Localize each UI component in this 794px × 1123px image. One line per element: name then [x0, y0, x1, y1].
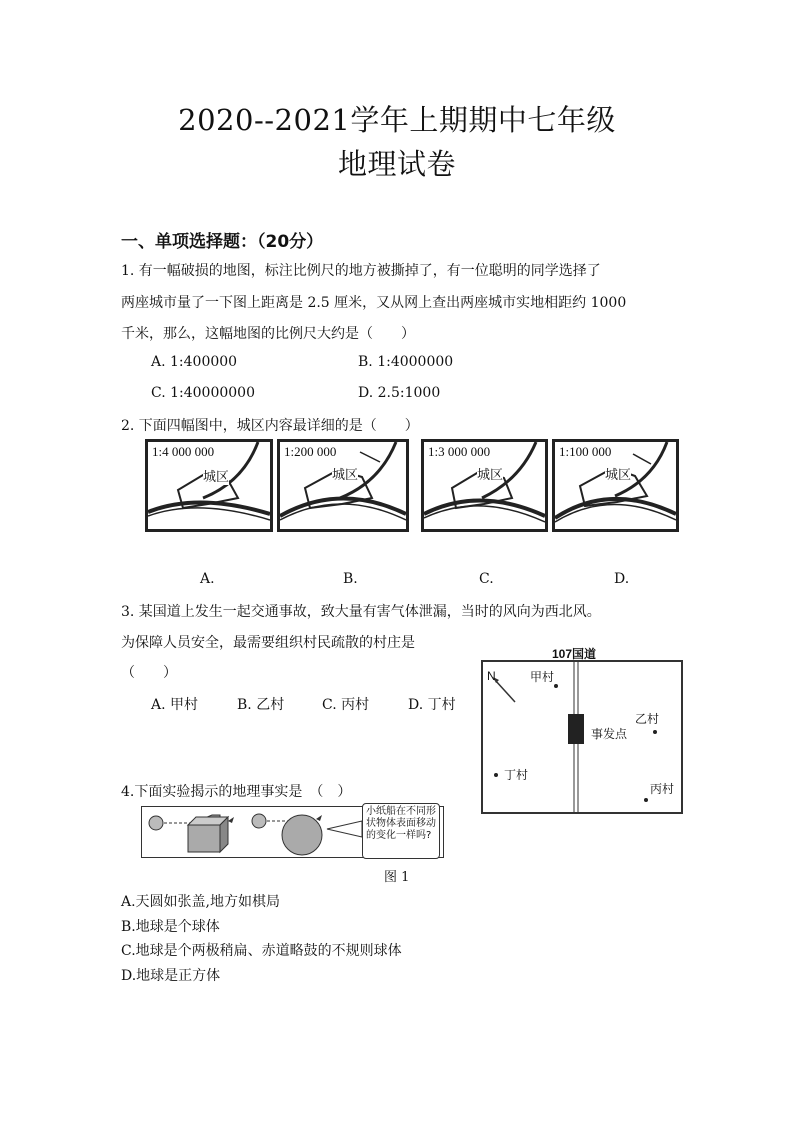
- q4-option-d: D.地球是正方体: [121, 968, 221, 984]
- q4-stem: 4.下面实验揭示的地理事实是 （ ）: [121, 784, 352, 800]
- q3-map: [481, 660, 683, 814]
- q3-option-d: D. 丁村: [408, 697, 456, 713]
- speech-bubble: 小纸船在不同形状物体表面移动的变化一样吗?: [362, 803, 440, 859]
- map-b-label: 城区: [332, 464, 358, 483]
- q2-letter-b: B.: [343, 571, 358, 587]
- q1-line1: 1. 有一幅破损的地图，标注比例尺的地方被撕掉了，有一位聪明的同学选择了: [121, 263, 601, 279]
- road-label: 107国道: [552, 647, 597, 661]
- map-c-label: 城区: [477, 464, 503, 483]
- q2-map-c: [421, 439, 548, 532]
- q1-line2: 两座城市量了一下图上距离是 2.5 厘米，又从网上查出两座城市实地相距约 1000: [121, 295, 627, 311]
- q3-option-c: C. 丙村: [322, 697, 370, 713]
- q3-option-b: B. 乙村: [237, 697, 285, 713]
- q3-option-a: A. 甲村: [151, 697, 199, 713]
- q3-line1: 3. 某国道上发生一起交通事故，致大量有害气体泄漏，当时的风向为西北风。: [121, 604, 601, 620]
- village-yi: 乙村: [635, 712, 660, 726]
- map-b-scale: 1:200 000: [284, 444, 337, 459]
- q2-map-a: [145, 439, 273, 532]
- q3-line3: （ ）: [121, 665, 177, 681]
- q3-line2: 为保障人员安全，最需要组织村民疏散的村庄是: [121, 635, 415, 651]
- q2-letter-c: C.: [479, 571, 494, 587]
- village-ding: 丁村: [504, 768, 529, 782]
- figure-caption: 图 1: [384, 870, 410, 885]
- north-arrow-label: N: [487, 669, 496, 683]
- q2-stem: 2. 下面四幅图中，城区内容最详细的是（ ）: [121, 418, 419, 434]
- q2-map-b: [277, 439, 409, 532]
- map-a-scale: 1:4 000 000: [152, 444, 215, 459]
- q1-option-b: B. 1:4000000: [358, 354, 454, 370]
- q2-letter-a: A.: [200, 571, 215, 587]
- q1-option-c: C. 1:40000000: [151, 385, 255, 401]
- q4-option-b: B.地球是个球体: [121, 919, 220, 935]
- q4-option-c: C.地球是个两极稍扁、赤道略鼓的不规则球体: [121, 943, 402, 959]
- q2-letter-d: D.: [614, 571, 630, 587]
- map-a-label: 城区: [203, 466, 229, 485]
- map-d-label: 城区: [605, 464, 631, 483]
- map-d-scale: 1:100 000: [559, 444, 612, 459]
- accident-label: 事发点: [591, 727, 628, 741]
- section-heading: 一、单项选择题：（20分）: [121, 232, 324, 252]
- map-c-scale: 1:3 000 000: [428, 444, 491, 459]
- exam-title-line1: 2020--2021学年上期期中七年级: [178, 103, 616, 137]
- q1-option-a: A. 1:400000: [151, 354, 238, 370]
- q2-map-d: [552, 439, 679, 532]
- q4-option-a: A.天圆如张盖,地方如棋局: [121, 894, 281, 910]
- q1-option-d: D. 2.5:1000: [358, 385, 441, 401]
- village-jia: 甲村: [530, 670, 555, 684]
- exam-title-line2: 地理试卷: [337, 147, 456, 181]
- village-bing: 丙村: [650, 782, 675, 796]
- q1-line3: 千米，那么，这幅地图的比例尺大约是（ ）: [121, 326, 415, 342]
